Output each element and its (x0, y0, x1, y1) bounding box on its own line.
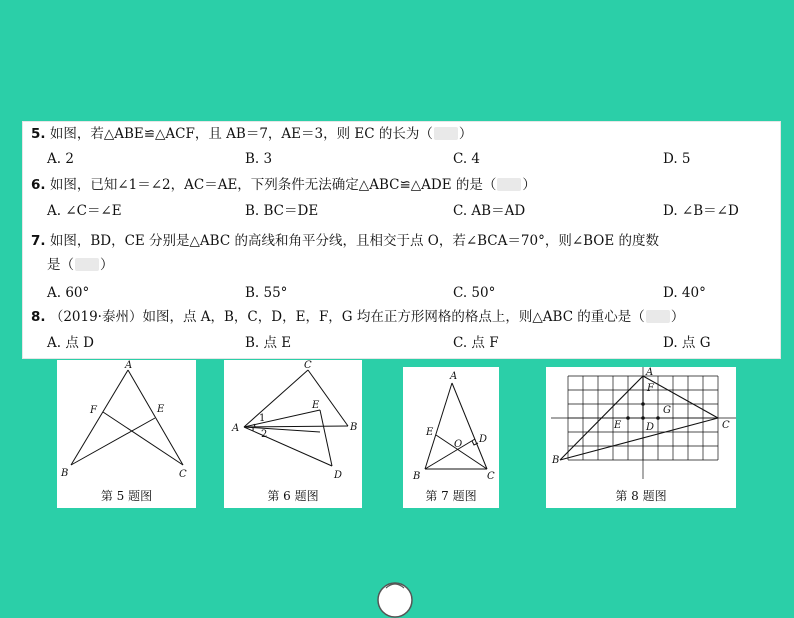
option-c: C. 点 F (453, 335, 499, 351)
label-a: A (646, 367, 654, 378)
questions-panel (22, 121, 781, 359)
figure-6-caption: 第 6 题图 (267, 489, 319, 503)
label-b: B (350, 422, 358, 433)
option-b: B. 55° (245, 285, 288, 301)
figure-6-diagram (224, 360, 362, 508)
paren-close: ） (670, 309, 685, 325)
option-b: B. BC＝DE (245, 203, 319, 219)
figure-6 (224, 360, 362, 508)
label-f: F (90, 405, 97, 416)
option-a: A. 点 D (47, 335, 94, 351)
question-text: 如图，已知∠1＝∠2，AC＝AE，下列条件无法确定△ABC≌△ADE 的是（ (49, 177, 497, 193)
label-a: A (450, 371, 458, 382)
label-a: A (232, 423, 240, 434)
label-f: F (647, 383, 654, 394)
label-b: B (413, 471, 421, 482)
paren-close: ） (458, 126, 473, 142)
label-c: C (722, 420, 730, 431)
figure-5-diagram (57, 360, 196, 508)
option-d: D. ∠B＝∠D (663, 203, 739, 219)
figure-7-caption: 第 7 题图 (425, 489, 477, 503)
label-d: D (646, 422, 655, 433)
label-c: C (487, 471, 495, 482)
figure-7 (403, 367, 499, 508)
option-a: A. 60° (47, 285, 90, 301)
option-d: D. 40° (663, 285, 706, 301)
option-c: C. 4 (453, 151, 481, 167)
answer-blank[interactable] (434, 127, 458, 140)
answer-blank[interactable] (646, 310, 670, 323)
figure-8 (546, 367, 736, 508)
answer-blank[interactable] (497, 178, 521, 191)
question-text-cont: 是（ (47, 257, 74, 273)
label-e: E (312, 400, 320, 411)
angle-2-label: 2 (261, 429, 268, 440)
question-text: 如图，若△ABE≌△ACF，且 AB＝7，AE＝3，则 EC 的长为（ (49, 126, 433, 142)
option-b: B. 3 (245, 151, 273, 167)
figure-5 (57, 360, 196, 508)
label-c: C (179, 469, 187, 480)
option-a: A. ∠C＝∠E (47, 203, 122, 219)
option-a: A. 2 (47, 151, 74, 167)
figure-5-caption: 第 5 题图 (100, 489, 153, 503)
option-d: D. 点 G (663, 335, 711, 351)
label-b: B (552, 455, 560, 466)
label-b: B (61, 468, 69, 479)
decorative-clock-icon (372, 578, 418, 618)
paren-close: ） (522, 177, 536, 193)
label-o: O (454, 439, 463, 450)
question-8 (31, 308, 684, 326)
option-d: D. 5 (663, 151, 691, 167)
question-number: 7. (31, 233, 46, 249)
question-6 (31, 176, 536, 194)
label-g: G (663, 405, 671, 416)
figure-8-caption: 第 8 题图 (615, 489, 667, 503)
label-d: D (479, 434, 488, 445)
angle-1-label: 1 (259, 413, 266, 424)
label-e: E (157, 404, 165, 415)
label-d: D (334, 470, 343, 481)
question-7 (31, 232, 659, 250)
question-text: 如图，BD，CE 分别是△ABC 的高线和角平分线，且相交于点 O，若∠BCA＝70°，则∠BOE 的度数 (49, 233, 660, 249)
label-e: E (614, 420, 622, 431)
question-text: （2019·泰州）如图，点 A，B，C，D，E，F，G 均在正方形网格的格点上，则△ABC 的重心是（ (49, 309, 645, 325)
option-c: C. AB＝AD (453, 203, 526, 219)
question-number: 8. (31, 309, 46, 325)
answer-blank[interactable] (75, 258, 99, 271)
question-5 (31, 125, 472, 143)
label-c: C (304, 360, 312, 371)
label-a: A (125, 360, 133, 371)
question-7-line-2 (47, 256, 114, 274)
question-number: 5. (31, 126, 46, 142)
option-b: B. 点 E (245, 335, 292, 351)
label-e: E (426, 427, 434, 438)
paren-close: ） (100, 257, 114, 273)
option-c: C. 50° (453, 285, 496, 301)
question-number: 6. (31, 177, 46, 193)
